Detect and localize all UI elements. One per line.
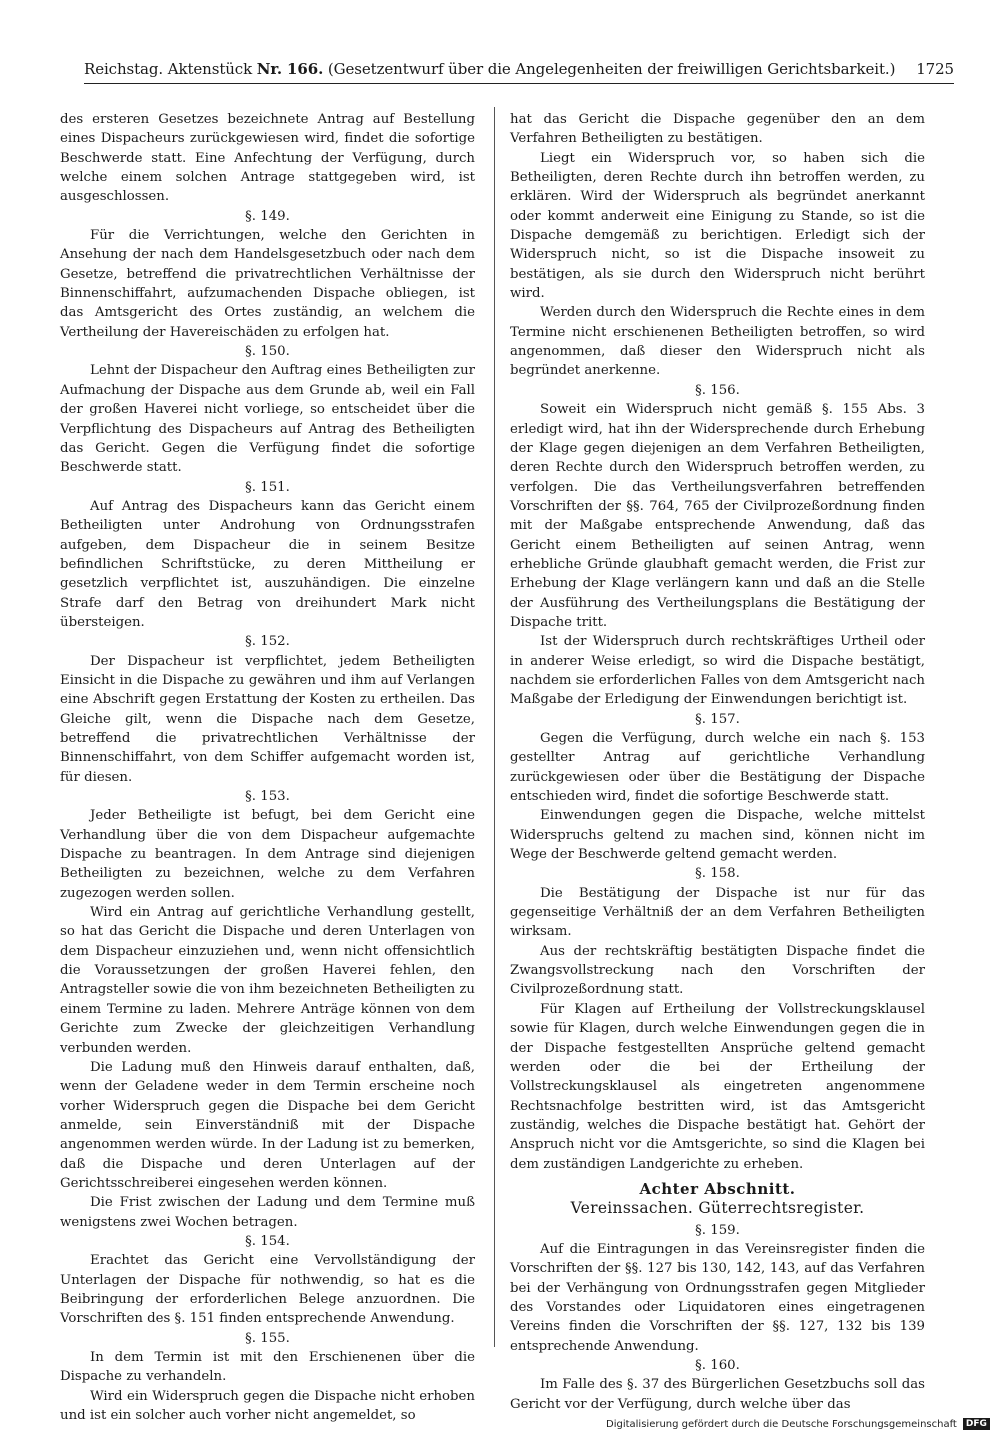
section-heading: §. 150. [245, 344, 290, 360]
paragraph: Für Klagen auf Ertheilung der Vollstreckungsklausel sowie für Klagen, durch welche Einwendungen gegen die in der Dispache festgestellten Ansprüche geltend gemacht werden oder die bei der Ertheilung der Vollstreckungsklausel als eingetreten angenommene Rechtsnachfolge bestritten wird, ist das Amtsgericht zuständig, welches die Dispache bestätigt hat. Gehört der Anspruch nicht vor die Amtsgerichte, so sind die Klagen bei dem zuständigen Landgerichte zu erheben. [510, 1001, 925, 1172]
paragraph: Ist der Widerspruch durch rechtskräftiges Urtheil oder in anderer Weise erledigt, so wird die Dispache bestätigt, nachdem sie erforderlichen Falles von dem Amtsgericht nach Maßgabe der Erledigung der Einwendungen berichtigt ist. [510, 634, 925, 708]
section-heading: §. 157. [695, 711, 740, 727]
paragraph: Die Ladung muß den Hinweis darauf enthalten, daß, wenn der Geladene weder in dem Termin erscheine noch vorher Widerspruch gegen die Dispache bei dem Gericht anmelde, sein Einverständniß mit der Dispache angenommen werden würde. In der Ladung ist zu bemerken, daß die Dispache und deren Unterlagen auf der Gerichtsschreiberei eingesehen werden können. [60, 1059, 475, 1191]
section-heading: §. 151. [245, 479, 290, 495]
paragraph-continued: des ersteren Gesetzes bezeichnete Antrag auf Bestellung eines Dispacheurs zurückgewiesen wird, findet die sofortige Beschwerde statt. Eine Anfechtung der Verfügung, durch welche einem solchen Antrage stattgegeben wird, ist ausgeschlossen. [60, 112, 475, 205]
paragraph-continued: hat das Gericht die Dispache gegenüber den an dem Verfahren Betheiligten zu bestätigen. [510, 112, 925, 147]
paragraph: Erachtet das Gericht eine Vervollständigung der Unterlagen der Dispache für nothwendig, so hat es die Beibringung der erforderlichen Belege anzuordnen. Die Vorschriften des §. 151 finden entsprechende Anwendung. [60, 1253, 475, 1327]
section-heading: §. 153. [245, 789, 290, 805]
paragraph: Einwendungen gegen die Dispache, welche mittelst Widerspruchs geltend zu machen sind, können nicht im Wege der Beschwerde geltend gemacht werden. [510, 808, 925, 863]
section-heading: §. 156. [695, 382, 740, 398]
dfg-logo: DFG [963, 1418, 990, 1430]
footer [606, 1418, 990, 1430]
section-heading: §. 154. [245, 1233, 290, 1249]
paragraph: Aus der rechtskräftig bestätigten Dispache findet die Zwangsvollstreckung nach den Vorschriften der Civilprozeßordnung statt. [510, 943, 925, 998]
paragraph: Die Bestätigung der Dispache ist nur für das gegenseitige Verhältniß der an dem Verfahren Betheiligten wirksam. [510, 885, 925, 940]
section-heading: §. 149. [245, 208, 290, 224]
left-column [60, 110, 475, 1425]
header-subject: (Gesetzentwurf über die Angelegenheiten der freiwilligen Gerichtsbarkeit.) [327, 60, 896, 78]
paragraph: Jeder Betheiligte ist befugt, bei dem Gericht eine Verhandlung über die von dem Dispacheur aufgemachte Dispache zu beantragen. In dem Antrage sind diejenigen Betheiligten zu bezeichnen, welche zu dem Verfahren zugezogen werden sollen. [60, 808, 475, 901]
page-number: 1725 [916, 60, 954, 78]
paragraph: Auf Antrag des Dispacheurs kann das Gericht einem Betheiligten unter Androhung von Ordnungsstrafen aufgeben, dem Dispacheur die in seinem Besitze befindlichen Schriftstücke, zu deren Mittheilung er gesetzlich verpflichtet ist, auszuhändigen. Die einzelne Strafe darf den Betrag von dreihundert Mark nicht übersteigen. [60, 498, 475, 630]
paragraph: Wird ein Widerspruch gegen die Dispache nicht erhoben und ist ein solcher auch vorher nicht angemeldet, so [60, 1388, 475, 1424]
right-column [510, 110, 925, 1414]
section-heading: §. 158. [695, 866, 740, 882]
header-document-number: Nr. 166. [256, 60, 324, 78]
paragraph: Gegen die Verfügung, durch welche ein nach §. 153 gestellter Antrag auf gerichtliche Verhandlung zurückgewiesen oder über die Bestätigung der Dispache entschieden wird, findet die sofortige Beschwerde statt. [510, 731, 925, 805]
column-divider [494, 107, 495, 1347]
paragraph: Die Frist zwischen der Ladung und dem Termine muß wenigstens zwei Wochen betragen. [60, 1195, 475, 1230]
paragraph: Soweit ein Widerspruch nicht gemäß §. 155 Abs. 3 erledigt wird, hat ihn der Widersprechende durch Erhebung der Klage gegen diejenigen an dem Verfahren Betheiligten, deren Rechte durch den Widerspruch betroffen werden, zu verfolgen. Die das Vertheilungsverfahren betreffenden Vorschriften der §§. 764, 765 der Civilprozeßordnung finden mit der Maßgabe entsprechende Anwendung, daß das Gericht einem Betheiligten auf seinen Antrag, wenn erhebliche Gründe glaubhaft gemacht werden, die Frist zur Erhebung der Klage verlängern kann und daß an die Stelle der Ausführung des Vertheilungsplans die Bestätigung der Dispache tritt. [510, 402, 925, 630]
paragraph: Lehnt der Dispacheur den Auftrag eines Betheiligten zur Aufmachung der Dispache aus dem Grunde ab, weil ein Fall der großen Haverei nicht vorliege, so entscheidet über die Verpflichtung des Dispacheurs auf Antrag des Betheiligten das Gericht. Gegen die Verfügung findet die sofortige Beschwerde statt. [60, 363, 475, 476]
paragraph: Liegt ein Widerspruch vor, so haben sich die Betheiligten, deren Rechte durch ihn betroffen werden, zu erklären. Wird der Widerspruch als begründet anerkannt oder kommt anderweit eine Einigung zu Stande, so ist die Dispache demgemäß zu berichtigen. Erledigt sich der Widerspruch nicht, so ist die Dispache insoweit zu bestätigen, als sie durch den Widerspruch nicht berührt wird. [510, 150, 925, 302]
chapter-heading: Achter Abschnitt. [639, 1179, 796, 1198]
paragraph: In dem Termin ist mit den Erschienenen über die Dispache zu verhandeln. [60, 1350, 475, 1385]
page-header [84, 60, 954, 84]
paragraph: Wird ein Antrag auf gerichtliche Verhandlung gestellt, so hat das Gericht die Dispache und deren Unterlagen von dem Dispacheur einzuziehen und, wenn nicht offensichtlich die Voraussetzungen der großen Haverei fehlen, den Antragsteller sowie die von ihm bezeichneten Betheiligten zu einem Termine zu laden. Mehrere Anträge können von dem Gerichte zum Zwecke der gleichzeitigen Verhandlung verbunden werden. [60, 905, 475, 1056]
paragraph: Der Dispacheur ist verpflichtet, jedem Betheiligten Einsicht in die Dispache zu gewähren und ihm auf Verlangen eine Abschrift gegen Erstattung der Kosten zu ertheilen. Das Gleiche gilt, wenn die Dispache nach dem Gesetze, betreffend die privatrechtlichen Verhältnisse der Binnenschiffahrt, von dem Schiffer aufgemacht worden ist, für diesen. [60, 653, 475, 785]
section-heading: §. 152. [245, 634, 290, 650]
paragraph: Für die Verrichtungen, welche den Gerichten in Ansehung der nach dem Handelsgesetzbuch oder nach dem Gesetze, betreffend die privatrechtlichen Verhältnisse der Binnenschiffahrt, aufzumachenden Dispache obliegen, ist das Amtsgericht des Ortes zuständig, an welchem die Vertheilung der Havereischäden zu erfolgen hat. [60, 228, 475, 340]
header-left: Reichstag. Aktenstück [84, 60, 253, 78]
paragraph: Im Falle des §. 37 des Bürgerlichen Gesetzbuchs soll das Gericht vor der Verfügung, durch welche über das [510, 1377, 925, 1412]
header-title [84, 60, 895, 78]
paragraph: Auf die Eintragungen in das Vereinsregister finden die Vorschriften der §§. 127 bis 130, 142, 143, auf das Verfahren bei der Verhängung von Ordnungsstrafen gegen Mitglieder des Vorstandes oder Liquidatoren eines eingetragenen Vereins finden die Vorschriften der §§. 127, 132 bis 139 entsprechende Anwendung. [510, 1241, 925, 1354]
section-heading: §. 160. [695, 1358, 740, 1373]
footer-credit: Digitalisierung gefördert durch die Deutsche Forschungsgemeinschaft [606, 1418, 957, 1430]
section-heading: §. 155. [245, 1330, 290, 1346]
paragraph: Werden durch den Widerspruch die Rechte eines in dem Termine nicht erschienenen Betheiligten betroffen, so wird angenommen, daß dieser den Widerspruch nicht als begründet anerkenne. [510, 305, 925, 379]
section-heading: §. 159. [695, 1222, 740, 1238]
chapter-subheading: Vereinssachen. Güterrechtsregister. [570, 1199, 865, 1218]
